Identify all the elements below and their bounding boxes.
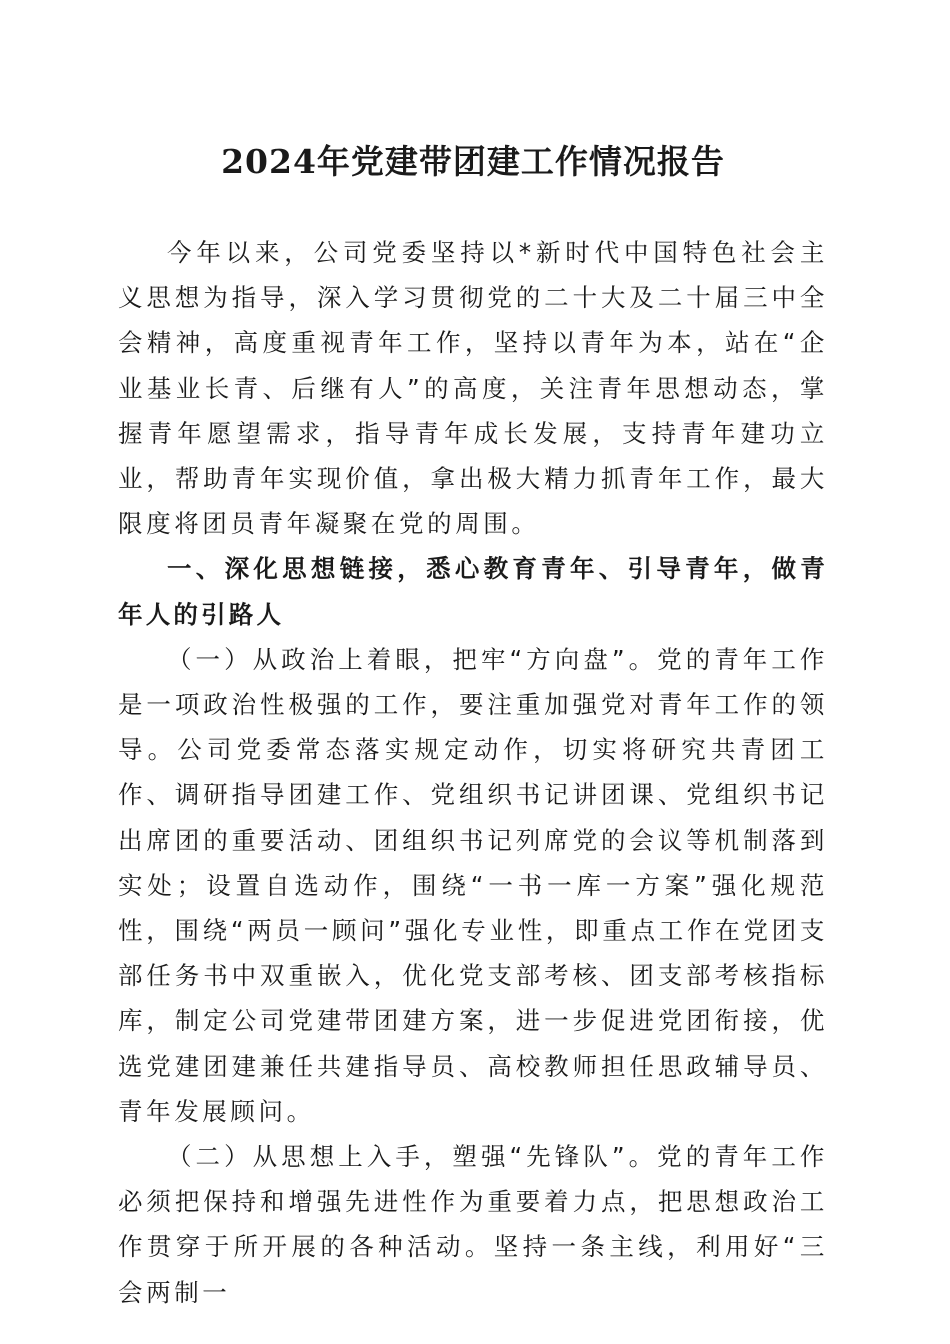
intro-paragraph: 今年以来，公司党委坚持以*新时代中国特色社会主义思想为指导，深入学习贯彻党的二十大及二十届三中全会精神，高度重视青年工作，坚持以青年为本，站在“企业基业长青、后继有人”的高度，关注青年思想动态，掌握青年愿望需求，指导青年成长发展，支持青年建功立业，帮助青年实现价值，拿出极大精力抓青年工作，最大限度将团员青年凝聚在党的周围。	[118, 238, 828, 539]
document-body	[118, 230, 828, 1315]
subsection-paragraph-2: （二）从思想上入手，塑强“先锋队”。党的青年工作必须把保持和增强先进性作为重要着力点，把思想政治工作贯穿于所开展的各种活动。坚持一条主线，利用好“三会两制一	[118, 1142, 828, 1307]
subsection-paragraph-1: （一）从政治上着眼，把牢“方向盘”。党的青年工作是一项政治性极强的工作，要注重加强党对青年工作的领导。公司党委常态落实规定动作，切实将研究共青团工作、调研指导团建工作、党组织书记讲团课、党组织书记出席团的重要活动、团组织书记列席党的会议等机制落到实处；设置自选动作，围绕“一书一库一方案”强化规范性，围绕“两员一顾问”强化专业性，即重点工作在党团支部任务书中双重嵌入，优化党支部考核、团支部考核指标库，制定公司党建带团建方案，进一步促进党团衔接，优选党建团建兼任共建指导员、高校教师担任思政辅导员、青年发展顾问。	[118, 644, 828, 1126]
document-title: 2024年党建带团建工作情况报告	[221, 142, 725, 181]
section-heading-1: 一、深化思想链接，悉心教育青年、引导青年，做青年人的引路人	[118, 554, 828, 629]
